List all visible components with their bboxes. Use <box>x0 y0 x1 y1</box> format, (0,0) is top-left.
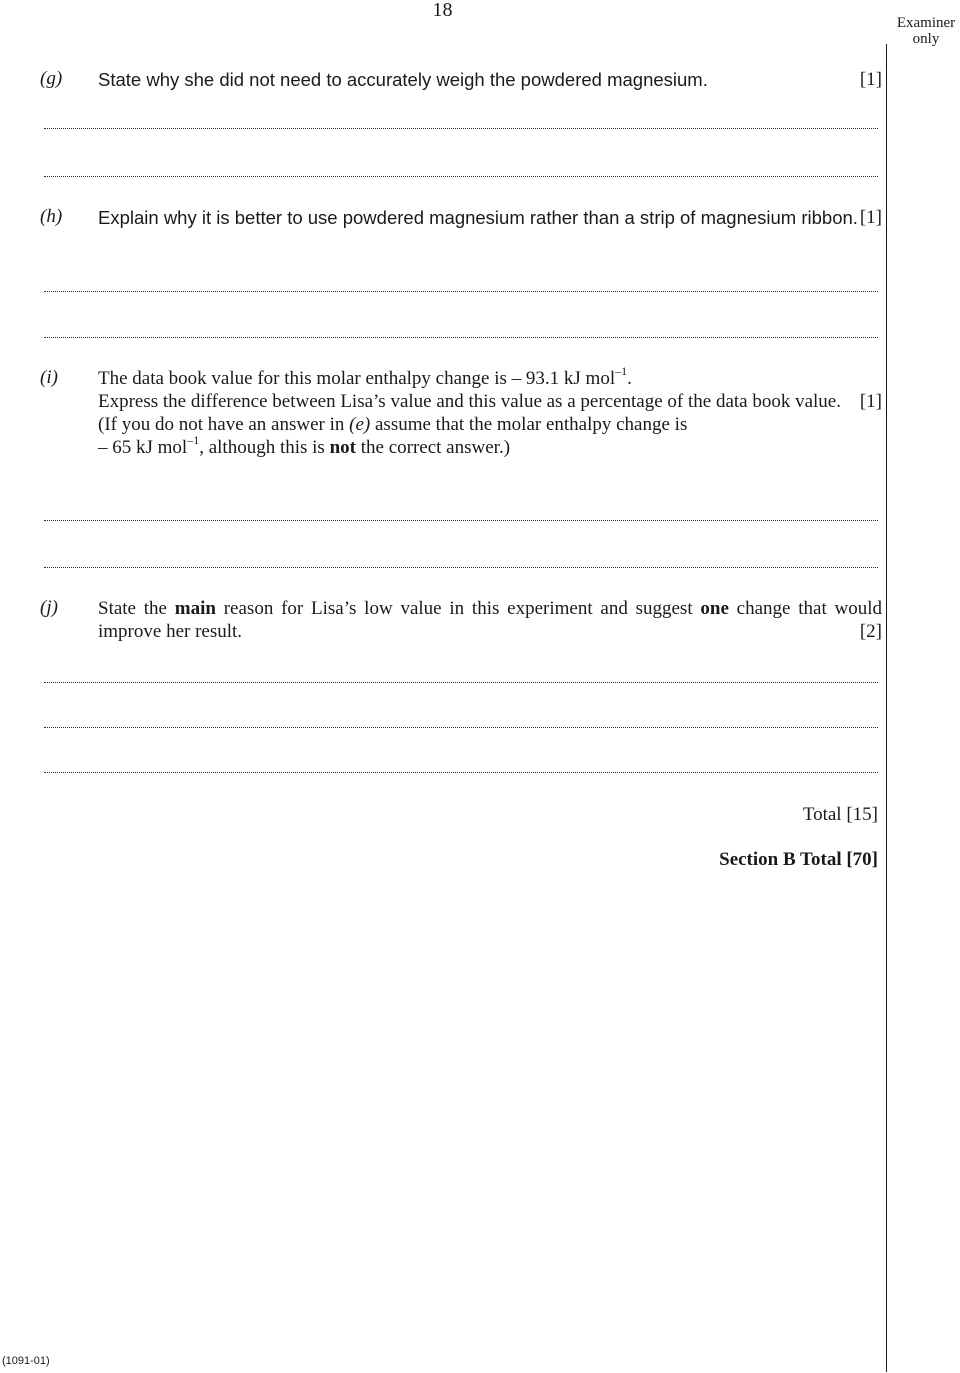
question-j-label: (j) <box>40 597 58 618</box>
question-h-mark: [1] <box>859 207 882 228</box>
question-h-text <box>98 206 882 229</box>
question-i-line1: The data book value for this molar enthalpy change is – 93.1 kJ mol$^{-1}$. <box>98 363 632 389</box>
examiner-only-label: Examiner only <box>896 15 956 47</box>
question-h-label: (h) <box>40 206 63 227</box>
question-g-text <box>98 68 882 91</box>
page-number: 18 <box>432 0 453 21</box>
answer-line-j-3[interactable] <box>44 772 878 773</box>
answer-line-g-2[interactable] <box>44 176 878 177</box>
question-i-note: (If you do not have an answer in (e) assume that the molar enthalpy change is <box>98 414 688 435</box>
question-j-text: State the main reason for Lisa’s low value in this experiment and suggest one change that would improve her result. [2] <box>98 598 883 642</box>
paper-code: (1091-01) <box>2 1355 50 1367</box>
answer-line-h-1[interactable] <box>44 291 878 292</box>
answer-line-g-1[interactable] <box>44 128 878 129</box>
question-g-prompt: State why she did not need to accurately weigh the powdered magnesium. <box>98 69 708 90</box>
question-total: Total [15] <box>802 804 878 825</box>
answer-line-i-1[interactable] <box>44 520 878 521</box>
question-h-prompt: Explain why it is better to use powdered magnesium rather than a strip of magnesium ribbon. <box>98 207 858 228</box>
question-i-label: (i) <box>40 367 58 388</box>
section-b-total: Section B Total [70] <box>719 849 878 870</box>
answer-line-i-2[interactable] <box>44 567 878 568</box>
answer-line-j-2[interactable] <box>44 727 878 728</box>
question-i-mark: [1] <box>859 391 882 412</box>
examiner-margin-line <box>886 44 887 1372</box>
question-g-label: (g) <box>40 68 63 89</box>
question-i-text <box>98 363 882 459</box>
answer-line-h-2[interactable] <box>44 337 878 338</box>
question-i-note-line2: – 65 kJ mol$^{-1}$, although this is not the correct answer.) <box>98 432 511 458</box>
question-i-line2: Express the difference between Lisa’s value and this value as a percentage of the data book value. [1] <box>98 391 882 412</box>
answer-line-j-1[interactable] <box>44 682 878 683</box>
question-j-mark: [2] <box>859 621 882 642</box>
question-g-mark: [1] <box>859 69 882 90</box>
